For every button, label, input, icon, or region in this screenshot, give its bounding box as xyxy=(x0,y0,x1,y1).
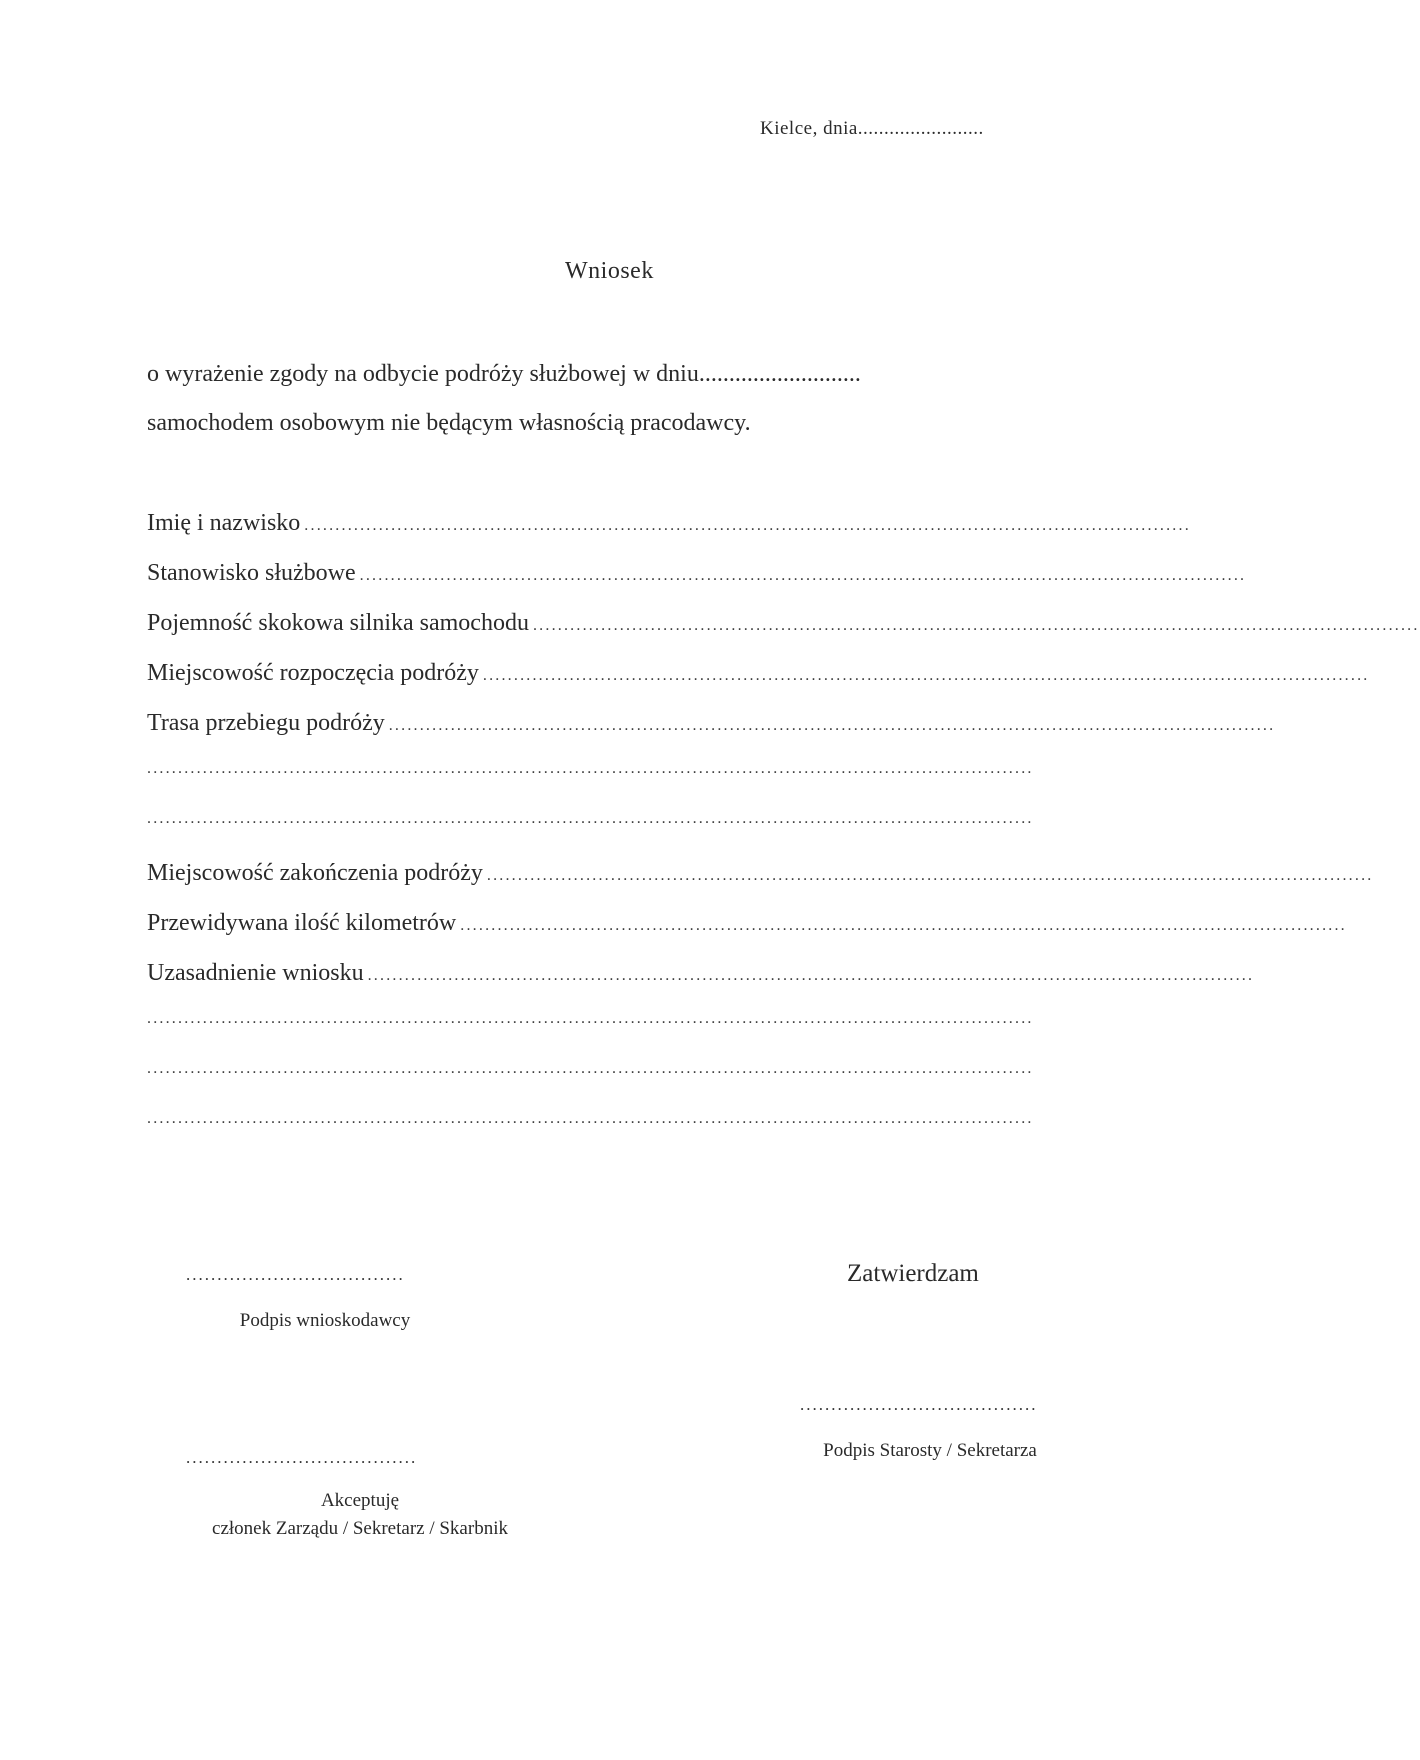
field-route-continuation-2 xyxy=(147,810,1087,828)
fill-in-dots: ............................................................................................................................................... xyxy=(486,867,1374,884)
subject-line-1: o wyrażenie zgody na odbycie podróży służbowej w dniu........................... xyxy=(147,361,861,387)
field-label: Przewidywana ilość kilometrów xyxy=(147,910,457,936)
date-dots: ........................ xyxy=(857,118,984,139)
fill-in-dots: ............................................................................................................................................... xyxy=(388,717,1276,734)
fill-in-dots: ............................................................................................................................................... xyxy=(367,967,1255,984)
field-end-place xyxy=(147,860,1374,887)
field-label: Pojemność skokowa silnika samochodu xyxy=(147,610,529,636)
field-position xyxy=(147,560,1247,587)
subject-line-2: samochodem osobowym nie będącym własnością pracodawcy. xyxy=(147,410,751,436)
field-justification-continuation-1 xyxy=(147,1010,1087,1028)
starosta-signature-line: ...................................... xyxy=(800,1395,1038,1414)
field-justification xyxy=(147,960,1255,987)
applicant-signature-caption: Podpis wnioskodawcy xyxy=(239,1310,411,1331)
field-route-continuation-1 xyxy=(147,760,1087,778)
field-start-place xyxy=(147,660,1370,687)
fill-in-dots: ............................................................................................................................................... xyxy=(304,517,1191,534)
approve-heading: Zatwierdzam xyxy=(847,1260,979,1287)
date-label: Kielce, dnia xyxy=(760,118,858,139)
field-label: Uzasadnienie wniosku xyxy=(147,960,364,986)
field-label: Stanowisko służbowe xyxy=(147,560,356,586)
fill-in-dots: ............................................................................................................................................... xyxy=(460,917,1347,934)
field-km xyxy=(147,910,1347,937)
fill-in-dots: ............................................................................................................................................... xyxy=(147,1010,1034,1027)
field-name xyxy=(147,510,1191,537)
applicant-signature-line: ................................... xyxy=(186,1265,405,1284)
fill-in-dots: ............................................................................................................................................... xyxy=(147,760,1034,777)
date-line xyxy=(760,118,984,140)
fill-in-dots: ............................................................................................................................................... xyxy=(147,1110,1034,1127)
field-label: Miejscowość rozpoczęcia podróży xyxy=(147,660,479,686)
fill-in-dots: ............................................................................................................................................... xyxy=(359,567,1247,584)
field-justification-continuation-2 xyxy=(147,1060,1087,1078)
field-route xyxy=(147,710,1276,737)
acceptance-signature-line: ..................................... xyxy=(186,1448,418,1467)
fill-in-dots: ............................................................................................................................................... xyxy=(532,617,1420,634)
field-label: Imię i nazwisko xyxy=(147,510,301,536)
document-title: Wniosek xyxy=(565,258,654,284)
starosta-signature-caption: Podpis Starosty / Sekretarza xyxy=(823,1440,1037,1461)
field-label: Miejscowość zakończenia podróży xyxy=(147,860,483,886)
field-justification-continuation-3 xyxy=(147,1110,1087,1128)
field-label: Trasa przebiegu podróży xyxy=(147,710,385,736)
fill-in-dots: ............................................................................................................................................... xyxy=(482,667,1370,684)
field-engine xyxy=(147,610,1420,637)
fill-in-dots: ............................................................................................................................................... xyxy=(147,1060,1034,1077)
acceptance-role-caption: członek Zarządu / Sekretarz / Skarbnik xyxy=(212,1518,508,1539)
acceptance-caption: Akceptuję xyxy=(320,1490,400,1511)
fill-in-dots: ............................................................................................................................................... xyxy=(147,810,1034,827)
